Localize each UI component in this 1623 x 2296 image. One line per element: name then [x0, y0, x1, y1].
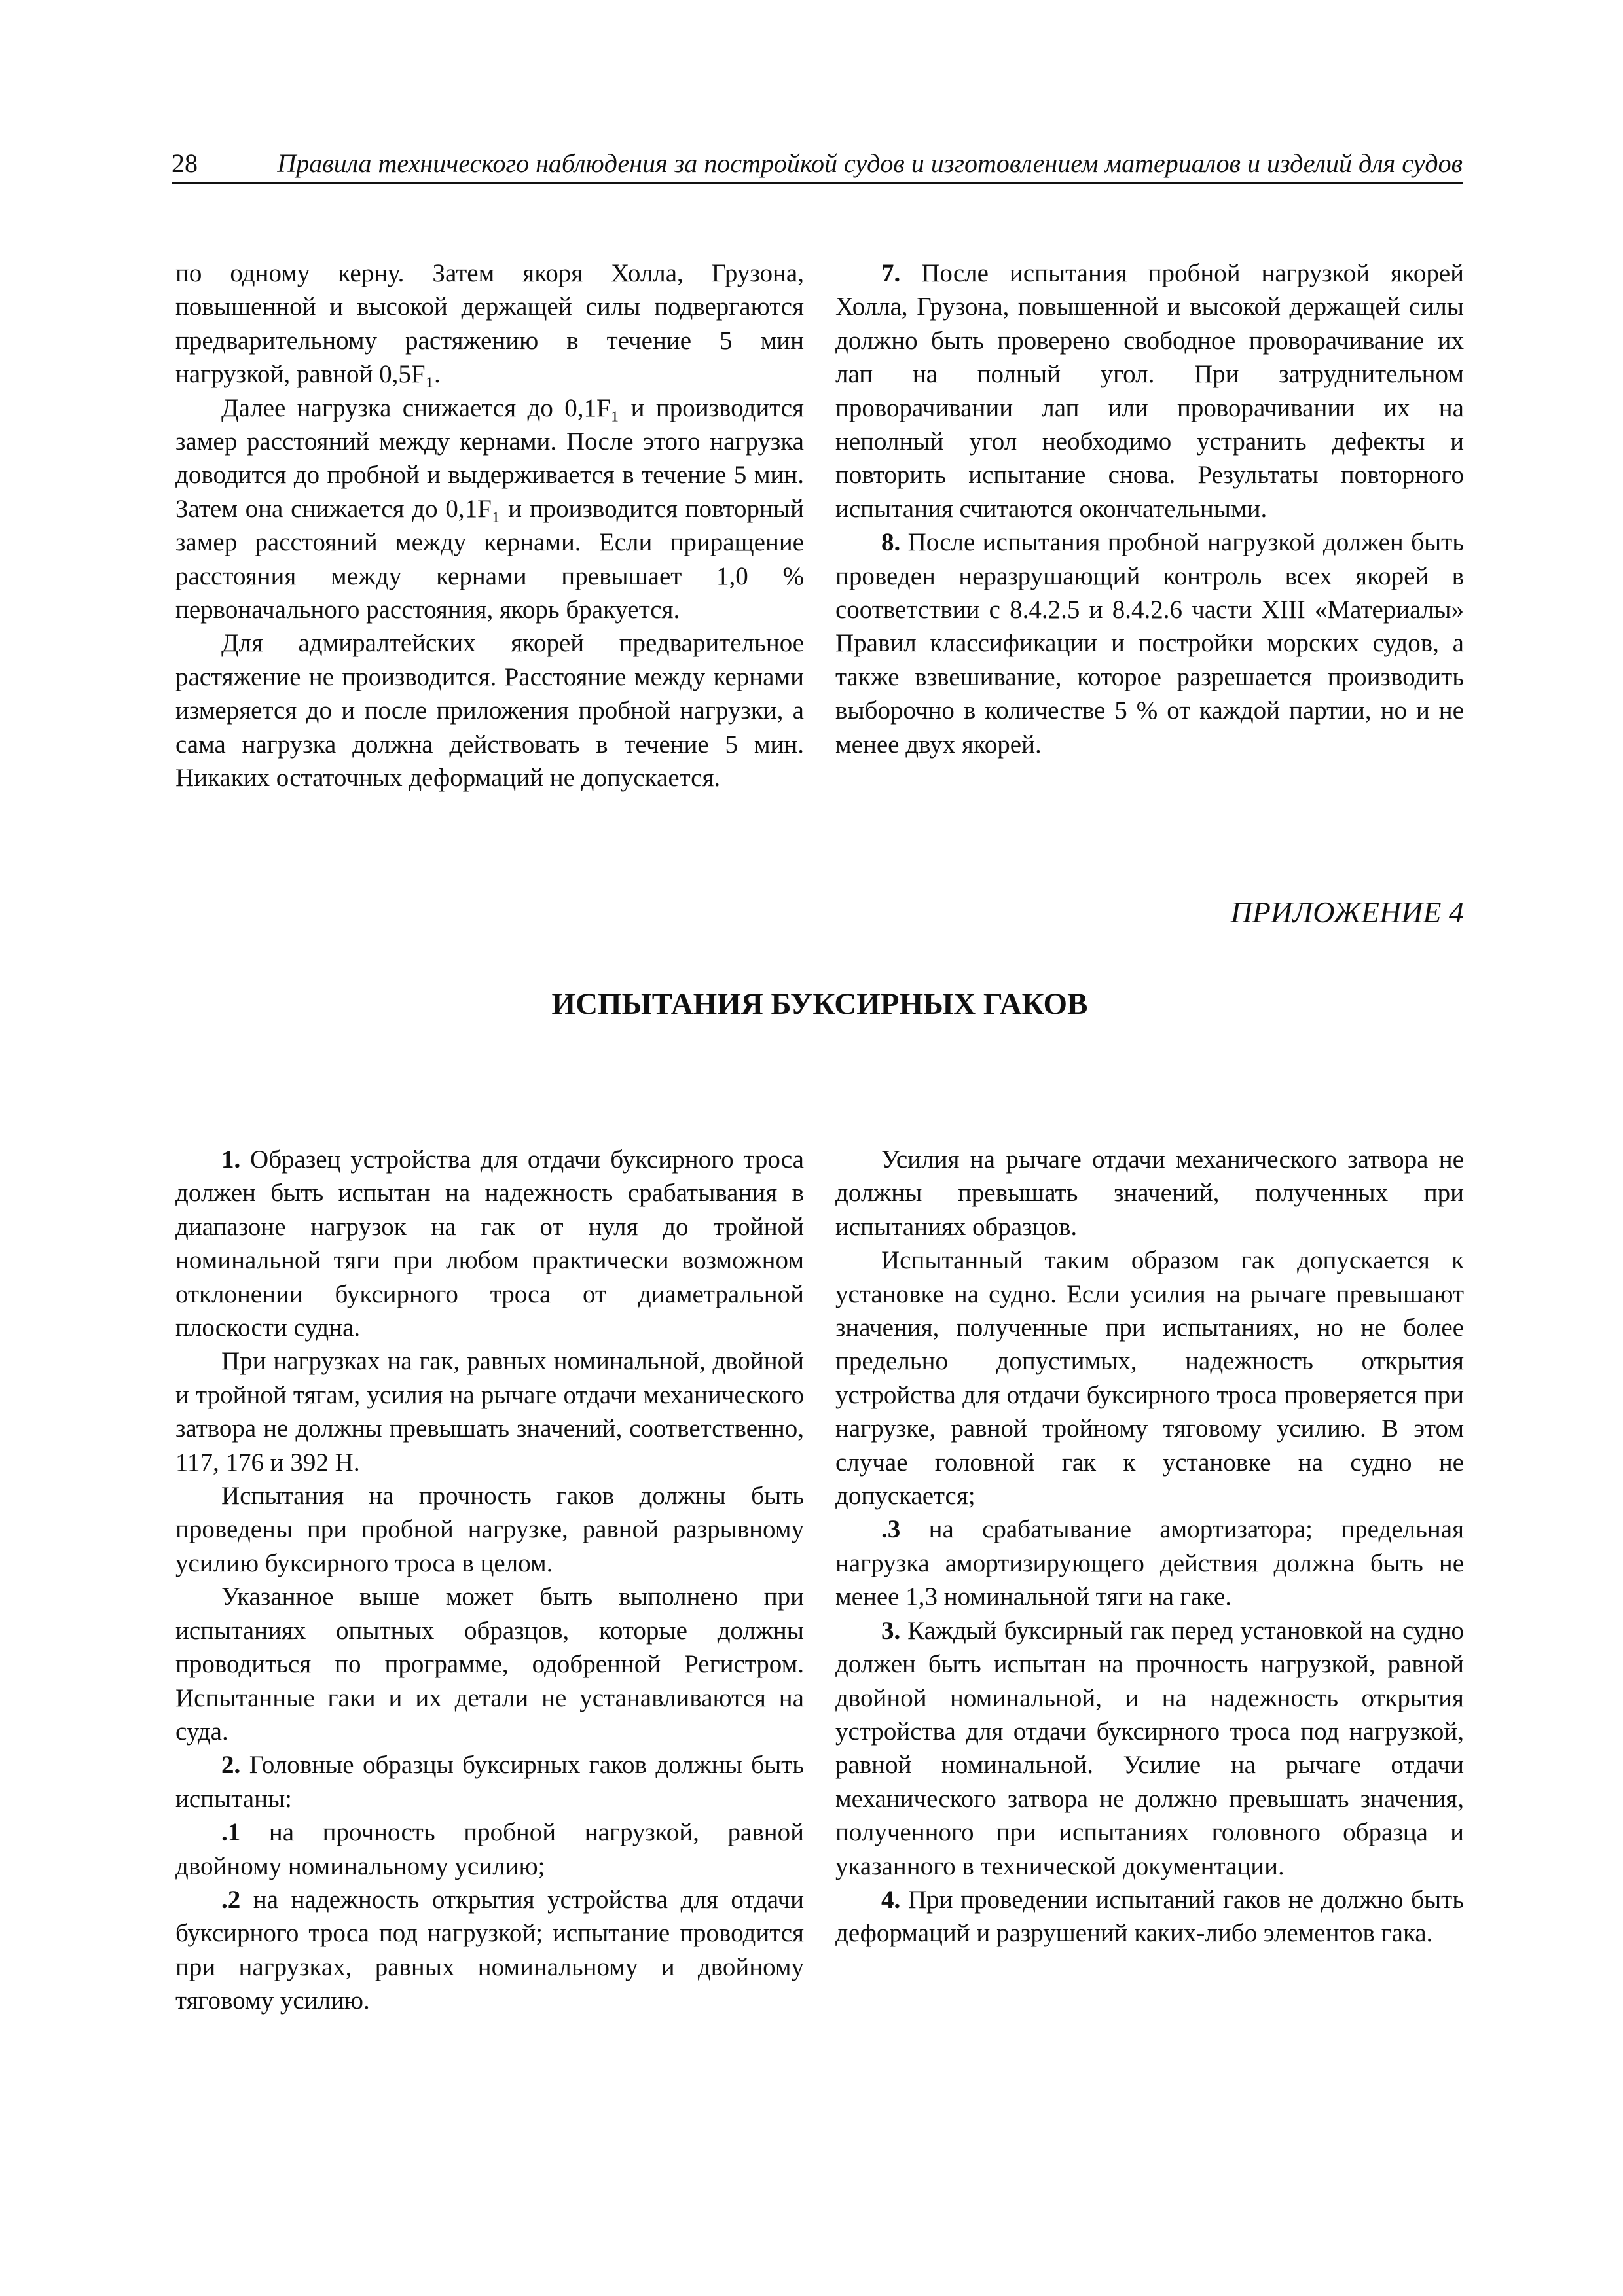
paragraph-number: 2. [221, 1751, 241, 1780]
paragraph: Усилия на рычаге отдачи механического затвора не должны превышать значений, полученных при испытаниях образцов. [835, 1145, 1464, 1241]
paragraph: Испытанный таким образом гак допускается к установке на судно. Если усилия на рычаге превышают значения, полученные при испытаниях, но не более предельно допустимых, надежность открытия устройства для отдачи буксирного троса проверяется при нагрузке, равной тройному тяговому усилию. В этом случае головной гак к установке на судно не допускается; [835, 1246, 1464, 1511]
item-text: на надежность открытия устройства для отдачи буксирного троса под нагрузкой; испытание проводится при нагрузках, равных номинальному и двойному тяговому усилию. [175, 1885, 805, 2015]
appendix-label: ПРИЛОЖЕНИЕ 4 [1230, 895, 1464, 929]
paragraph-1 [175, 1143, 804, 1344]
bottom-left-column [175, 1143, 804, 2018]
item-text: на прочность пробной нагрузкой, равной двойному номинальному усилию; [175, 1818, 804, 1880]
paragraph-text: Каждый буксирный гак перед установкой на судно должен быть испытан на прочность нагрузкой, равной двойной номинальной, и на надежность открытия устройства для отдачи буксирного троса под нагрузкой, равной номинальной. Усилие на рычаге отдачи механического затвора не должно превышать значения, полученного при испытаниях головного образца и указанного в технической документации. [835, 1616, 1464, 1880]
paragraph-3 [835, 1614, 1464, 1883]
section-title: ИСПЫТАНИЯ БУКСИРНЫХ ГАКОВ [551, 987, 1088, 1021]
paragraph: Далее нагрузка снижается до 0,1F₁ и производится замер расстояний между кернами. После этого нагрузка доводится до пробной и выдерживается в течение 5 мин. Затем она снижается до 0,1F₁ и производится повторный замер расстояний между кернами. Если приращение расстояния между кернами превышает 1,0 % первоначального расстояния, якорь бракуется. [175, 393, 804, 624]
list-item-1 [175, 1816, 804, 1883]
paragraph-8 [835, 526, 1464, 761]
paragraph-text: После испытания пробной нагрузкой должен быть проведен неразрушающий контроль всех якорей в соответствии с 8.4.2.5 и 8.4.2.6 части XIII «Материалы» Правил классификации и постройки морских судов, а также взвешивание, которое разрешается производить выборочно в количестве 5 % от каждой партии, но и не менее двух якорей. [835, 528, 1464, 759]
top-left-column [175, 257, 804, 795]
item-text: на срабатывание амортизатора; предельная нагрузка амортизирующего действия должна быть не менее 1,3 номинальной тяги на гаке. [835, 1515, 1465, 1611]
item-number: .1 [221, 1818, 241, 1847]
paragraph-number: 1. [221, 1145, 241, 1174]
page-number: 28 [172, 149, 198, 178]
paragraph-number: 3. [881, 1616, 901, 1645]
list-item-2 [175, 1883, 804, 2018]
paragraph-number: 4. [881, 1885, 901, 1914]
paragraph-number: 7. [881, 259, 901, 287]
paragraph: Указанное выше может быть выполнено при испытаниях опытных образцов, которые должны проводиться по программе, одобренной Регистром. Испытанные гаки и их детали не устанавливаются на суда. [175, 1583, 804, 1746]
top-right-column [835, 257, 1464, 761]
paragraph-text: Образец устройства для отдачи буксирного троса должен быть испытан на надежность срабатывания в диапазоне нагрузок на гак от нуля до тройной номинальной тяги при любом практически возможном отклонении буксирного троса от диаметральной плоскости судна. [175, 1145, 804, 1342]
paragraph-7 [835, 257, 1464, 526]
paragraph-text: Головные образцы буксирных гаков должны быть испытаны: [175, 1751, 804, 1813]
item-number: .2 [221, 1885, 241, 1914]
list-item-3 [835, 1513, 1464, 1613]
paragraph: по одному керну. Затем якоря Холла, Грузона, повышенной и высокой держащей силы подвергаются предварительному растяжению в течение 5 мин нагрузкой, равной 0,5F₁. [175, 259, 804, 389]
paragraph: Для адмиралтейских якорей предварительное растяжение не производится. Расстояние между кернами измеряется до и после приложения пробной нагрузки, а сама нагрузка должна действовать в течение 5 мин. Никаких остаточных деформаций не допускается. [175, 629, 804, 793]
paragraph: При нагрузках на гак, равных номинальной, двойной и тройной тягам, усилия на рычаге отдачи механического затвора не должны превышать значений, соответственно, 117, 176 и 392 Н. [175, 1347, 804, 1477]
page-header [172, 148, 1463, 184]
paragraph-text: После испытания пробной нагрузкой якорей Холла, Грузона, повышенной и высокой держащей силы должно быть проверено свободное проворачивание их лап на полный угол. При затруднительном проворачивании лап или проворачивании их на неполный угол необходимо устранить дефекты и повторить испытание снова. Результаты повторного испытания считаются окончательными. [835, 259, 1465, 523]
paragraph-text: При проведении испытаний гаков не должно быть деформаций и разрушений каких-либо элементов гака. [835, 1885, 1464, 1948]
item-number: .3 [881, 1515, 901, 1544]
paragraph: Испытания на прочность гаков должны быть проведены при пробной нагрузке, равной разрывному усилию буксирного троса в целом. [175, 1482, 804, 1577]
bottom-right-column [835, 1143, 1464, 1950]
paragraph-number: 8. [881, 528, 901, 557]
running-title: Правила технического наблюдения за постройкой судов и изготовлением материалов и изделий для судов [277, 149, 1463, 178]
paragraph-4 [835, 1883, 1464, 1950]
paragraph-2 [175, 1748, 804, 1816]
